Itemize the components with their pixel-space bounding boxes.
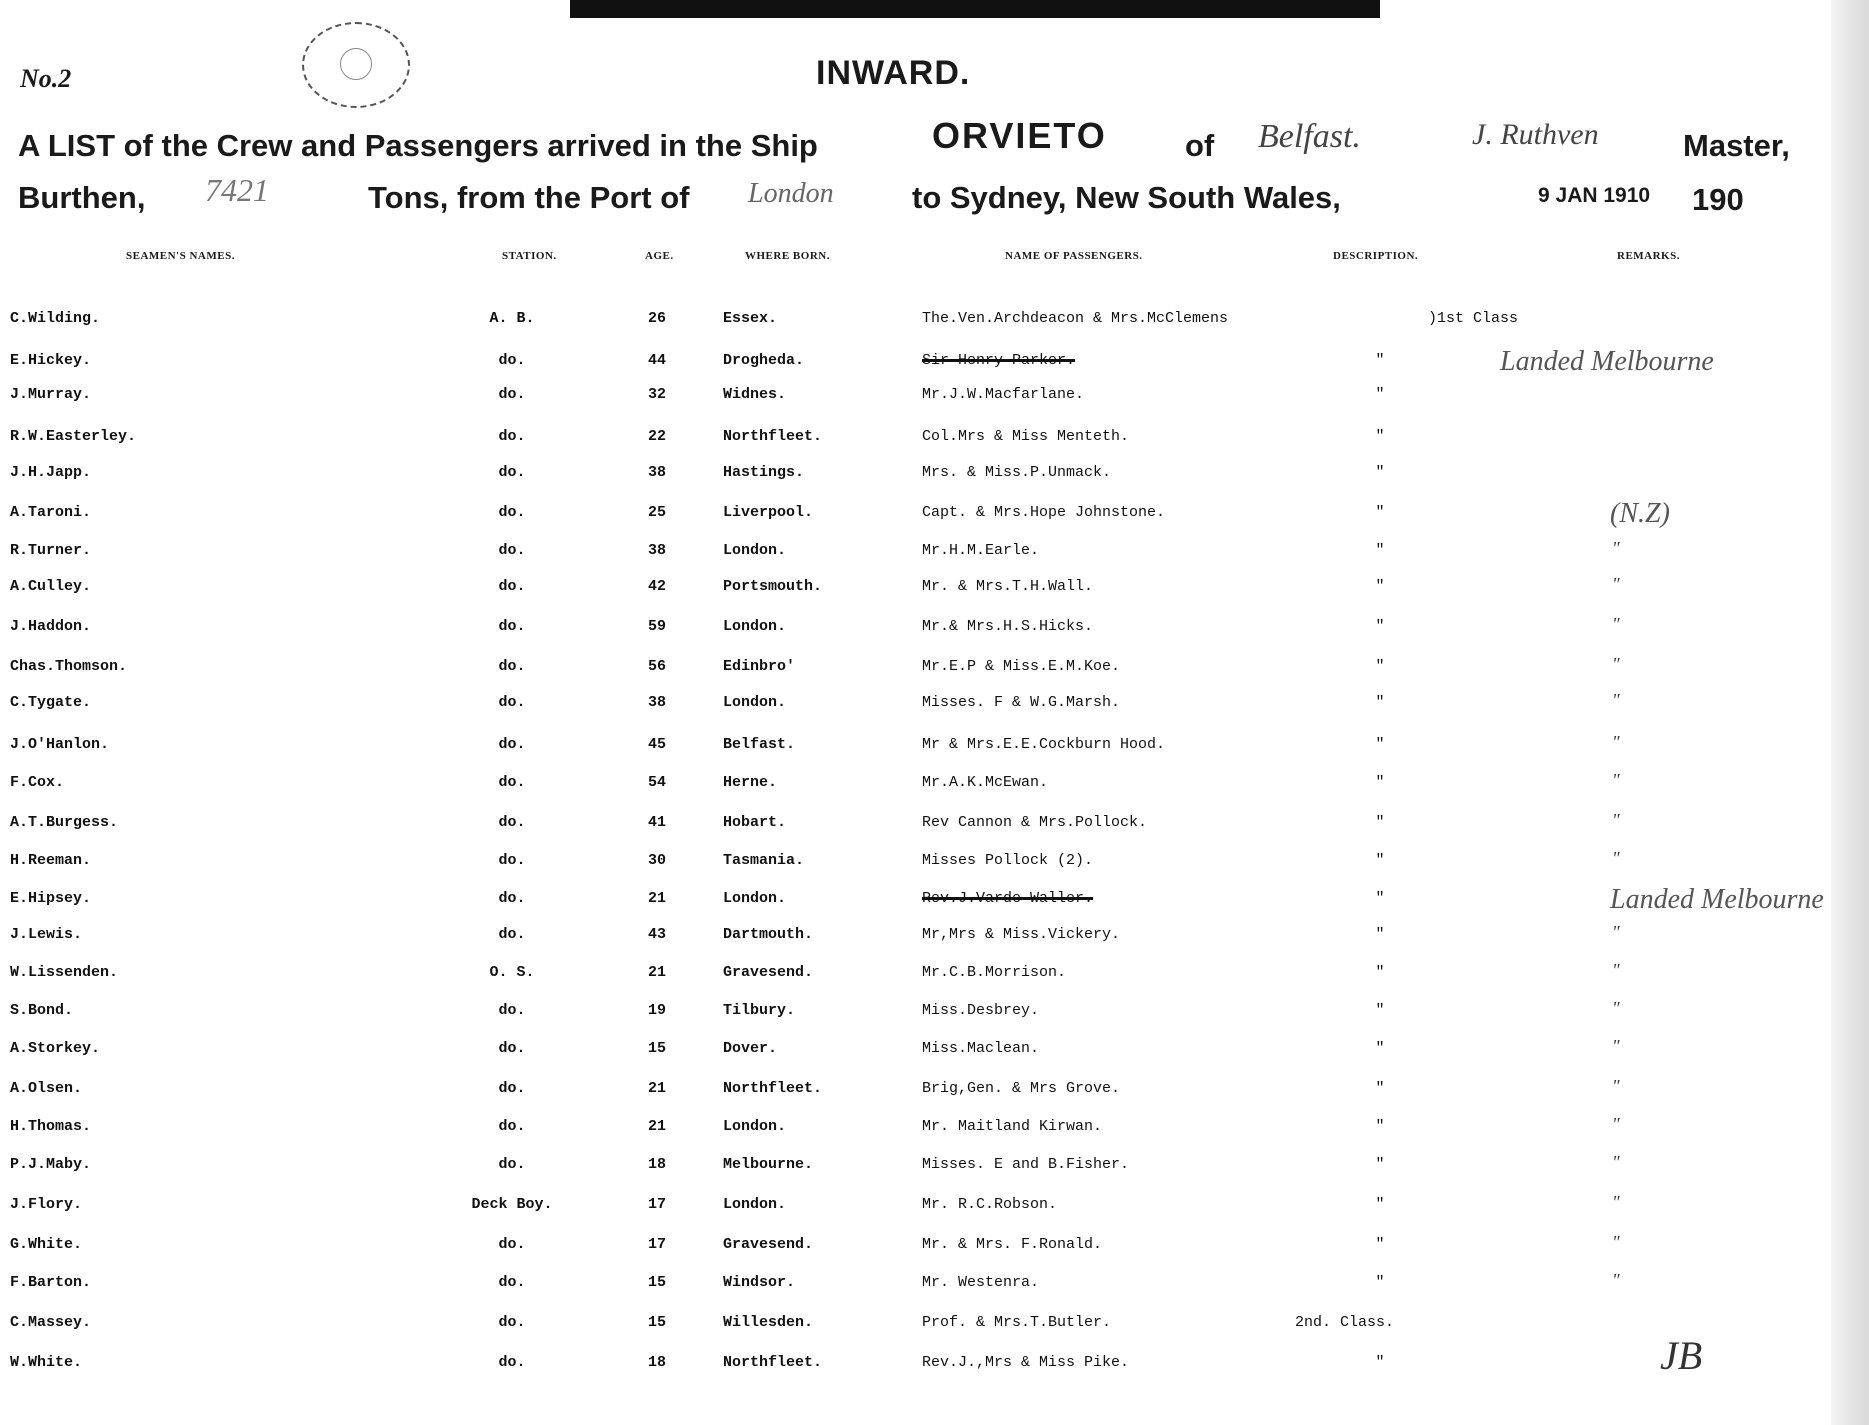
seaman-name: J.Haddon. — [10, 618, 92, 635]
seaman-name: F.Cox. — [10, 774, 65, 791]
seaman-name: A.Olsen. — [10, 1080, 83, 1097]
station: do. — [498, 618, 526, 635]
birthplace: Portsmouth. — [723, 578, 823, 595]
age: 45 — [647, 736, 666, 753]
description: 2nd. Class. — [1295, 1314, 1395, 1331]
passenger-name: Mr.J.W.Macfarlane. — [922, 386, 1085, 403]
column-header-age: AGE. — [645, 250, 674, 262]
station: do. — [498, 504, 526, 521]
age: 18 — [647, 1354, 666, 1371]
seaman-name: J.Flory. — [10, 1196, 83, 1213]
seaman-name: C.Tygate. — [10, 694, 92, 711]
remark: " — [1612, 810, 1620, 830]
age: 42 — [647, 578, 666, 595]
remark: " — [1612, 1076, 1620, 1096]
passenger-name: Rev.J.,Mrs & Miss Pike. — [922, 1354, 1130, 1371]
passenger-name: Col.Mrs & Miss Menteth. — [922, 428, 1130, 445]
description: " — [1375, 618, 1385, 635]
station: do. — [498, 1354, 526, 1371]
birthplace: Northfleet. — [723, 1080, 823, 1097]
passenger-name: Misses. F & W.G.Marsh. — [922, 694, 1121, 711]
list-number: No.2 — [20, 64, 72, 93]
age: 26 — [647, 310, 666, 327]
birthplace: Melbourne. — [723, 1156, 814, 1173]
station: do. — [498, 1156, 526, 1173]
year-label: 190 — [1692, 182, 1744, 217]
passenger-name: Prof. & Mrs.T.Butler. — [922, 1314, 1112, 1331]
passenger-name: Brig,Gen. & Mrs Grove. — [922, 1080, 1121, 1097]
master-label: Master, — [1683, 128, 1790, 163]
passenger-name: Rev.J.Varde-Waller. — [922, 890, 1094, 907]
passenger-name: Mr. Westenra. — [922, 1274, 1040, 1291]
seaman-name: J.Lewis. — [10, 926, 83, 943]
age: 15 — [647, 1040, 666, 1057]
description: " — [1375, 814, 1385, 831]
description: " — [1375, 1274, 1385, 1291]
description: " — [1375, 694, 1385, 711]
station: do. — [498, 926, 526, 943]
description: " — [1375, 964, 1385, 981]
description: " — [1375, 1354, 1385, 1371]
birthplace: Northfleet. — [723, 1354, 823, 1371]
station: do. — [498, 1118, 526, 1135]
description: " — [1375, 504, 1385, 521]
remark: " — [1612, 690, 1620, 710]
column-header-remarks: REMARKS. — [1617, 250, 1680, 262]
passenger-name: Mr.H.M.Earle. — [922, 542, 1040, 559]
column-header-station: STATION. — [502, 250, 557, 262]
remark: JB — [1660, 1333, 1703, 1378]
column-header-born: WHERE BORN. — [745, 250, 830, 262]
seaman-name: E.Hipsey. — [10, 890, 92, 907]
page-edge-shadow — [1831, 0, 1869, 1425]
birthplace: Tilbury. — [723, 1002, 796, 1019]
passenger-name: Mr. R.C.Robson. — [922, 1196, 1058, 1213]
seal-center — [340, 48, 372, 80]
birthplace: Gravesend. — [723, 1236, 814, 1253]
birthplace: Gravesend. — [723, 964, 814, 981]
birthplace: Hobart. — [723, 814, 787, 831]
age: 44 — [647, 352, 666, 369]
remark: " — [1612, 1232, 1620, 1252]
passenger-name: Mr.& Mrs.H.S.Hicks. — [922, 618, 1094, 635]
description: " — [1375, 926, 1385, 943]
station: do. — [498, 852, 526, 869]
column-header-description: DESCRIPTION. — [1333, 250, 1419, 262]
birthplace: Willesden. — [723, 1314, 814, 1331]
station: do. — [498, 814, 526, 831]
seaman-name: R.Turner. — [10, 542, 92, 559]
date-stamp: 9 JAN 1910 — [1538, 184, 1651, 207]
description: " — [1375, 542, 1385, 559]
age: 17 — [647, 1236, 666, 1253]
age: 21 — [647, 1118, 666, 1135]
station: do. — [498, 428, 526, 445]
birthplace: Liverpool. — [723, 504, 814, 521]
description: " — [1375, 1196, 1385, 1213]
passenger-name: The.Ven.Archdeacon & Mrs.McClemens — [922, 310, 1229, 327]
description: " — [1375, 428, 1385, 445]
age: 32 — [647, 386, 666, 403]
age: 56 — [647, 658, 666, 675]
age: 19 — [647, 1002, 666, 1019]
direction-title: INWARD. — [816, 54, 971, 92]
seaman-name: A.Storkey. — [10, 1040, 101, 1057]
passenger-name: Misses Pollock (2). — [922, 852, 1094, 869]
seaman-name: C.Massey. — [10, 1314, 92, 1331]
seaman-name: Chas.Thomson. — [10, 658, 128, 675]
column-header-seamen: SEAMEN'S NAMES. — [126, 250, 235, 262]
remark: " — [1612, 1036, 1620, 1056]
station: do. — [498, 1314, 526, 1331]
passenger-name: Rev Cannon & Mrs.Pollock. — [922, 814, 1148, 831]
station: do. — [498, 736, 526, 753]
station: Deck Boy. — [471, 1196, 553, 1213]
station: do. — [498, 1274, 526, 1291]
birthplace: London. — [723, 1196, 787, 1213]
ship-name: ORVIETO — [932, 115, 1107, 156]
description: " — [1375, 1236, 1385, 1253]
passenger-name: Mr. & Mrs. F.Ronald. — [922, 1236, 1103, 1253]
description: " — [1375, 1156, 1385, 1173]
age: 38 — [647, 694, 666, 711]
birthplace: London. — [723, 694, 787, 711]
seaman-name: H.Reeman. — [10, 852, 92, 869]
passenger-name: Misses. E and B.Fisher. — [922, 1156, 1130, 1173]
top-banner-text: STEAMERS. — [1580, 0, 1741, 24]
tons-from-port-label: Tons, from the Port of — [368, 180, 690, 215]
description: " — [1375, 1040, 1385, 1057]
age: 15 — [647, 1314, 666, 1331]
station: do. — [498, 1002, 526, 1019]
birthplace: Drogheda. — [723, 352, 805, 369]
master-name: J. Ruthven — [1472, 118, 1599, 151]
age: 41 — [647, 814, 666, 831]
remark: " — [1612, 1152, 1620, 1172]
station: do. — [498, 658, 526, 675]
station: do. — [498, 542, 526, 559]
remark: " — [1612, 732, 1620, 752]
birthplace: London. — [723, 618, 787, 635]
description: " — [1375, 464, 1385, 481]
burthen-label: Burthen, — [18, 180, 146, 215]
remark: Landed Melbourne — [1500, 346, 1714, 377]
birthplace: Tasmania. — [723, 852, 805, 869]
description: " — [1375, 658, 1385, 675]
departure-port: London — [748, 178, 834, 209]
birthplace: Edinbro' — [723, 658, 796, 675]
remark: " — [1612, 614, 1620, 634]
age: 59 — [647, 618, 666, 635]
remark: " — [1612, 998, 1620, 1018]
description: " — [1375, 578, 1385, 595]
passenger-name: Mr.C.B.Morrison. — [922, 964, 1067, 981]
age: 21 — [647, 890, 666, 907]
passenger-name: Mr,Mrs & Miss.Vickery. — [922, 926, 1121, 943]
description: " — [1375, 890, 1385, 907]
description: " — [1375, 1080, 1385, 1097]
birthplace: Widnes. — [723, 386, 787, 403]
age: 38 — [647, 542, 666, 559]
passenger-name: Miss.Maclean. — [922, 1040, 1040, 1057]
age: 22 — [647, 428, 666, 445]
birthplace: Dover. — [723, 1040, 778, 1057]
birthplace: London. — [723, 890, 787, 907]
passenger-name: Mr. & Mrs.T.H.Wall. — [922, 578, 1094, 595]
description: " — [1375, 1002, 1385, 1019]
birthplace: London. — [723, 542, 787, 559]
birthplace: Essex. — [723, 310, 778, 327]
remark: " — [1612, 538, 1620, 558]
station: do. — [498, 1236, 526, 1253]
description: )1st Class — [1428, 310, 1519, 327]
seaman-name: G.White. — [10, 1236, 83, 1253]
remark: " — [1612, 574, 1620, 594]
birthplace: Windsor. — [723, 1274, 796, 1291]
description: " — [1375, 352, 1385, 369]
age: 25 — [647, 504, 666, 521]
description: " — [1375, 736, 1385, 753]
station: do. — [498, 578, 526, 595]
passenger-name: Mrs. & Miss.P.Unmack. — [922, 464, 1112, 481]
description: " — [1375, 852, 1385, 869]
passenger-name: Sir Henry Parker. — [922, 352, 1076, 369]
port-of-registry: Belfast. — [1258, 118, 1361, 155]
age: 17 — [647, 1196, 666, 1213]
age: 18 — [647, 1156, 666, 1173]
passenger-name: Mr. Maitland Kirwan. — [922, 1118, 1103, 1135]
birthplace: Belfast. — [723, 736, 796, 753]
station: do. — [498, 774, 526, 791]
column-header-passengers: NAME OF PASSENGERS. — [1005, 250, 1143, 262]
seaman-name: J.O'Hanlon. — [10, 736, 110, 753]
birthplace: Hastings. — [723, 464, 805, 481]
seaman-name: R.W.Easterley. — [10, 428, 137, 445]
destination-label: to Sydney, New South Wales, — [912, 180, 1341, 215]
list-heading-text: A LIST of the Crew and Passengers arrived in the Ship — [18, 128, 818, 163]
remark: " — [1612, 1270, 1620, 1290]
top-banner — [570, 0, 1741, 24]
seaman-name: J.H.Japp. — [10, 464, 92, 481]
age: 30 — [647, 852, 666, 869]
seaman-name: E.Hickey. — [10, 352, 92, 369]
station: do. — [498, 386, 526, 403]
birthplace: Herne. — [723, 774, 778, 791]
passenger-name: Mr.A.K.McEwan. — [922, 774, 1049, 791]
remark: Landed Melbourne — [1610, 884, 1824, 915]
passenger-name: Miss.Desbrey. — [922, 1002, 1040, 1019]
station: do. — [498, 1080, 526, 1097]
age: 21 — [647, 1080, 666, 1097]
station: O. S. — [489, 964, 535, 981]
remark: " — [1612, 922, 1620, 942]
remark: " — [1612, 960, 1620, 980]
age: 43 — [647, 926, 666, 943]
seaman-name: F.Barton. — [10, 1274, 92, 1291]
description: " — [1375, 774, 1385, 791]
birthplace: London. — [723, 1118, 787, 1135]
seaman-name: C.Wilding. — [10, 310, 101, 327]
seaman-name: S.Bond. — [10, 1002, 74, 1019]
seaman-name: P.J.Maby. — [10, 1156, 92, 1173]
remark: " — [1612, 1192, 1620, 1212]
seaman-name: H.Thomas. — [10, 1118, 92, 1135]
seaman-name: A.T.Burgess. — [10, 814, 119, 831]
seaman-name: J.Murray. — [10, 386, 92, 403]
age: 21 — [647, 964, 666, 981]
age: 54 — [647, 774, 666, 791]
seaman-name: A.Taroni. — [10, 504, 92, 521]
description: " — [1375, 386, 1385, 403]
description: " — [1375, 1118, 1385, 1135]
passenger-name: Mr & Mrs.E.E.Cockburn Hood. — [922, 736, 1166, 753]
seaman-name: W.Lissenden. — [10, 964, 119, 981]
station: do. — [498, 694, 526, 711]
station: do. — [498, 890, 526, 907]
remark: (N.Z) — [1610, 498, 1670, 529]
passenger-name: Mr.E.P & Miss.E.M.Koe. — [922, 658, 1121, 675]
age: 15 — [647, 1274, 666, 1291]
passenger-name: Capt. & Mrs.Hope Johnstone. — [922, 504, 1166, 521]
tonnage-value: 7421 — [205, 172, 269, 208]
station: do. — [498, 1040, 526, 1057]
stamp-seal-icon — [302, 22, 410, 108]
station: do. — [498, 464, 526, 481]
remark: " — [1612, 770, 1620, 790]
seaman-name: W.White. — [10, 1354, 83, 1371]
seaman-name: A.Culley. — [10, 578, 92, 595]
remark: " — [1612, 848, 1620, 868]
remark: " — [1612, 654, 1620, 674]
station: A. B. — [489, 310, 535, 327]
age: 38 — [647, 464, 666, 481]
of-label: of — [1185, 128, 1215, 163]
birthplace: Dartmouth. — [723, 926, 814, 943]
birthplace: Northfleet. — [723, 428, 823, 445]
station: do. — [498, 352, 526, 369]
remark: " — [1612, 1114, 1620, 1134]
